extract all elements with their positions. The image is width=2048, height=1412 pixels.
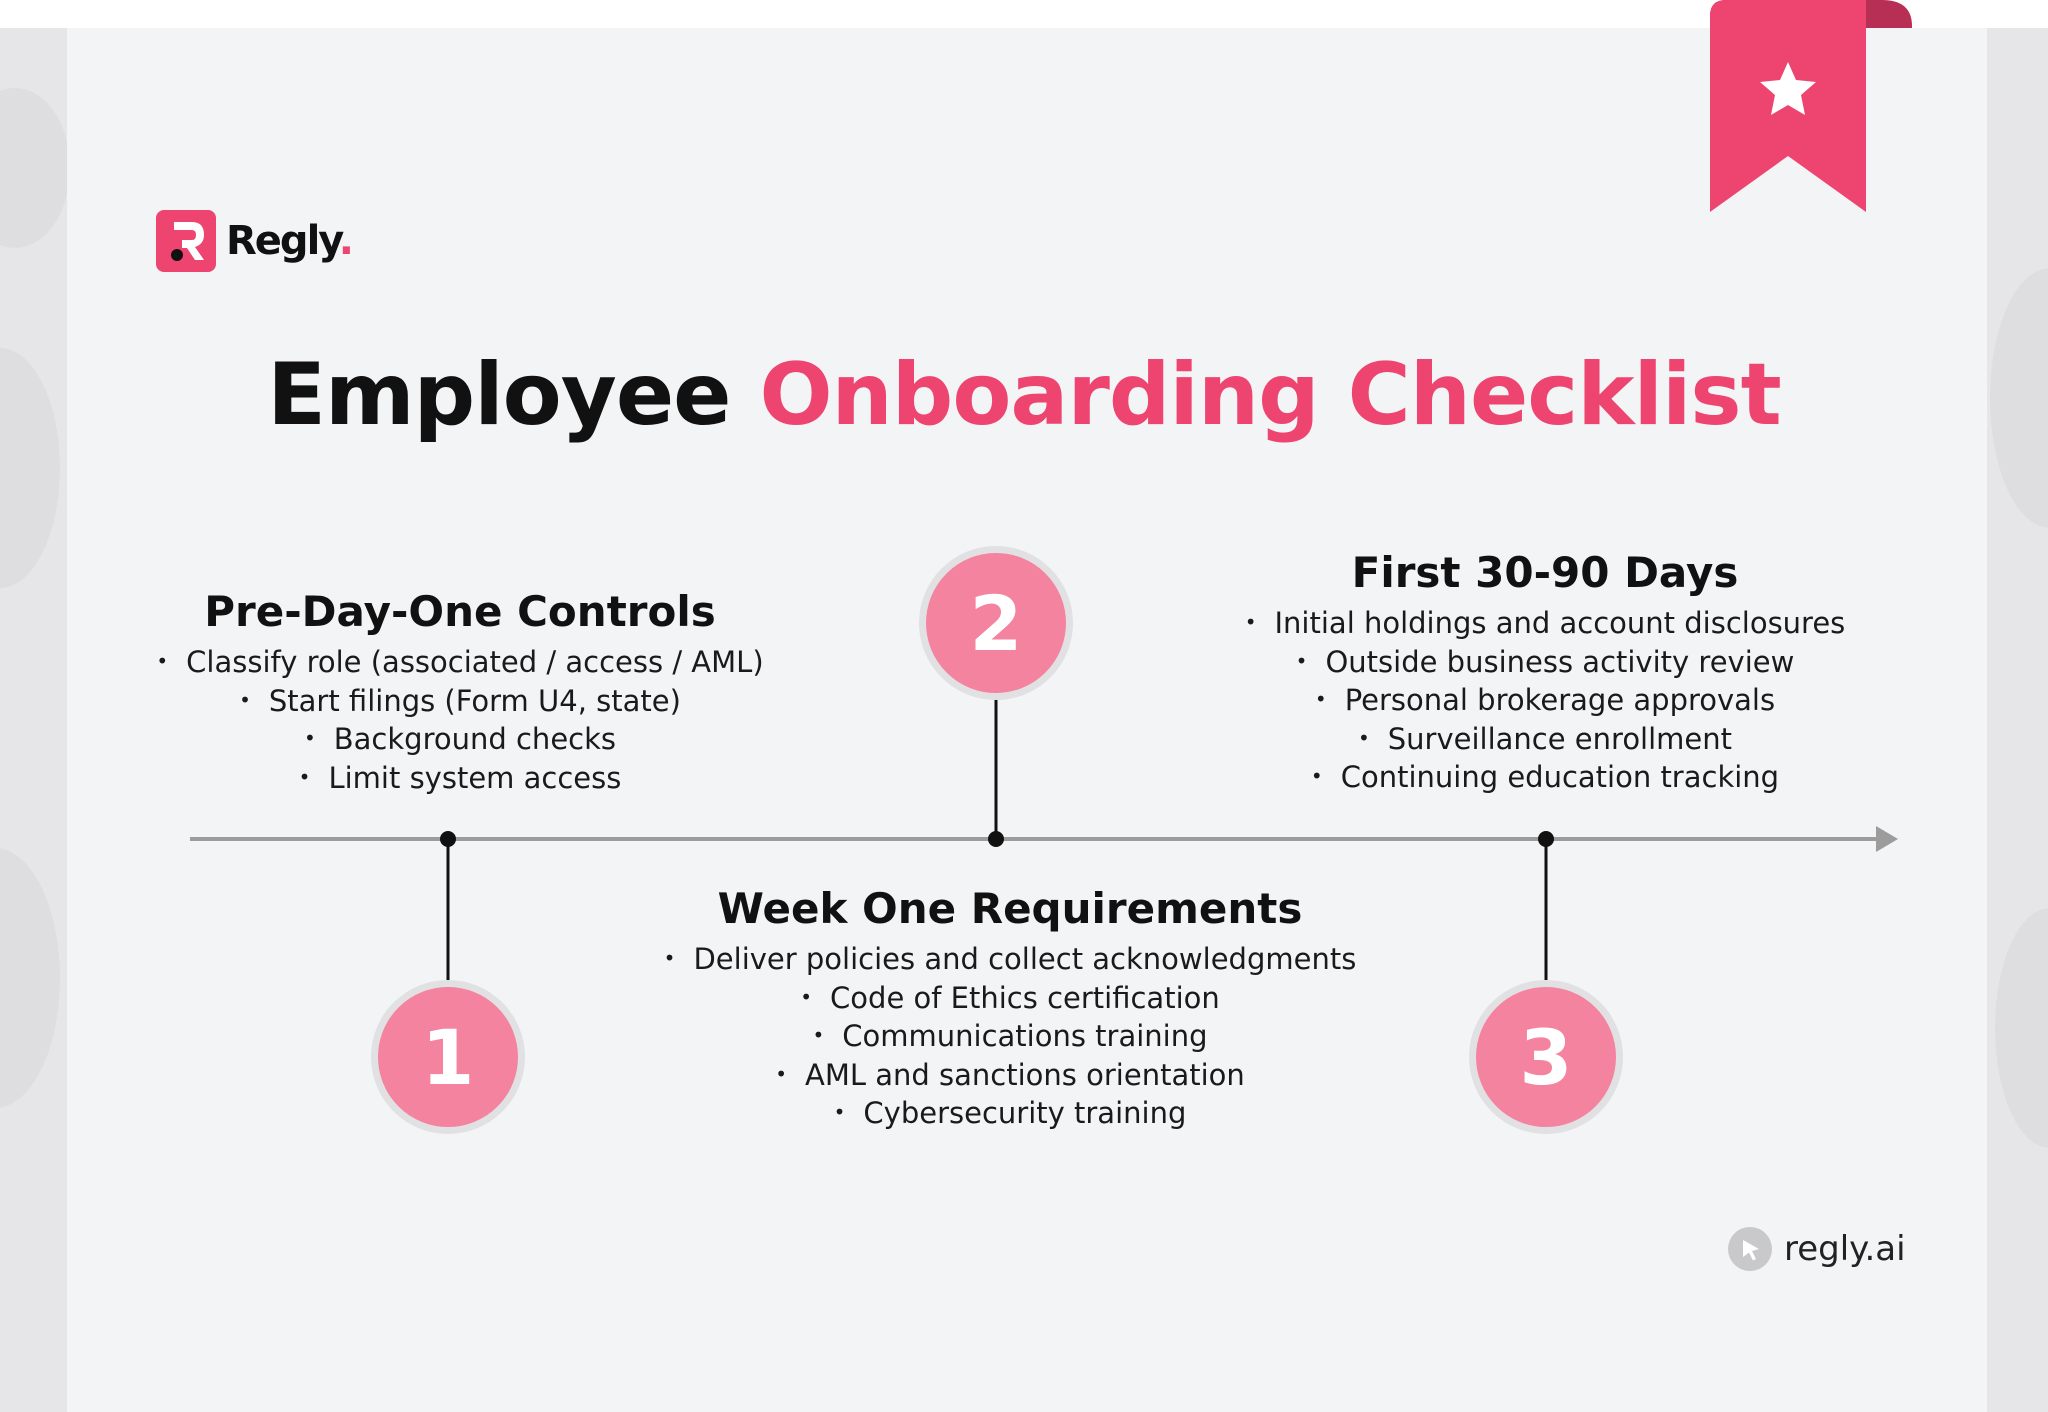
footer-brand: [1728, 1226, 1906, 1272]
list-item: • Limit system access: [130, 761, 790, 800]
title-accent: Onboarding Checklist: [759, 345, 1781, 445]
logo-wordmark: Regly.: [226, 218, 352, 264]
list-item: • Initial holdings and account disclosures: [1180, 606, 1910, 645]
list-item: • Surveillance enrollment: [1180, 722, 1910, 761]
step-3-section: [1180, 546, 1910, 799]
step-2-list: [610, 942, 1410, 1135]
list-item: • Classify role (associated / access / AML): [130, 645, 790, 684]
list-item: • Communications training: [610, 1019, 1410, 1058]
list-item: • Start filings (Form U4, state): [130, 684, 790, 723]
cursor-icon: [1728, 1227, 1772, 1271]
step-3-heading: First 30-90 Days: [1351, 548, 1739, 597]
step-1-marker: [440, 831, 456, 847]
list-item: • AML and sanctions orientation: [610, 1058, 1410, 1097]
list-item: • Continuing education tracking: [1180, 760, 1910, 799]
step-2-heading: Week One Requirements: [717, 884, 1303, 933]
list-item: • Deliver policies and collect acknowledgments: [610, 942, 1410, 981]
step-1-section: [130, 585, 790, 799]
step-1-list: [130, 645, 790, 799]
timeline-arrowhead: [1876, 826, 1898, 852]
list-item: • Outside business activity review: [1180, 645, 1910, 684]
step-3-marker: [1538, 831, 1554, 847]
step-3-list: [1180, 606, 1910, 799]
list-item: • Code of Ethics certification: [610, 981, 1410, 1020]
title-main: Employee: [267, 345, 731, 445]
step-1-heading: Pre-Day-One Controls: [204, 587, 716, 636]
step-3-number: 3: [1469, 980, 1623, 1134]
step-1-number: 1: [371, 980, 525, 1134]
footer-url: regly.ai: [1784, 1229, 1906, 1269]
step-2-number: 2: [919, 546, 1073, 700]
list-item: • Background checks: [130, 722, 790, 761]
step-2-section: [610, 882, 1410, 1135]
list-item: • Cybersecurity training: [610, 1096, 1410, 1135]
step-2-marker: [988, 831, 1004, 847]
list-item: • Personal brokerage approvals: [1180, 683, 1910, 722]
